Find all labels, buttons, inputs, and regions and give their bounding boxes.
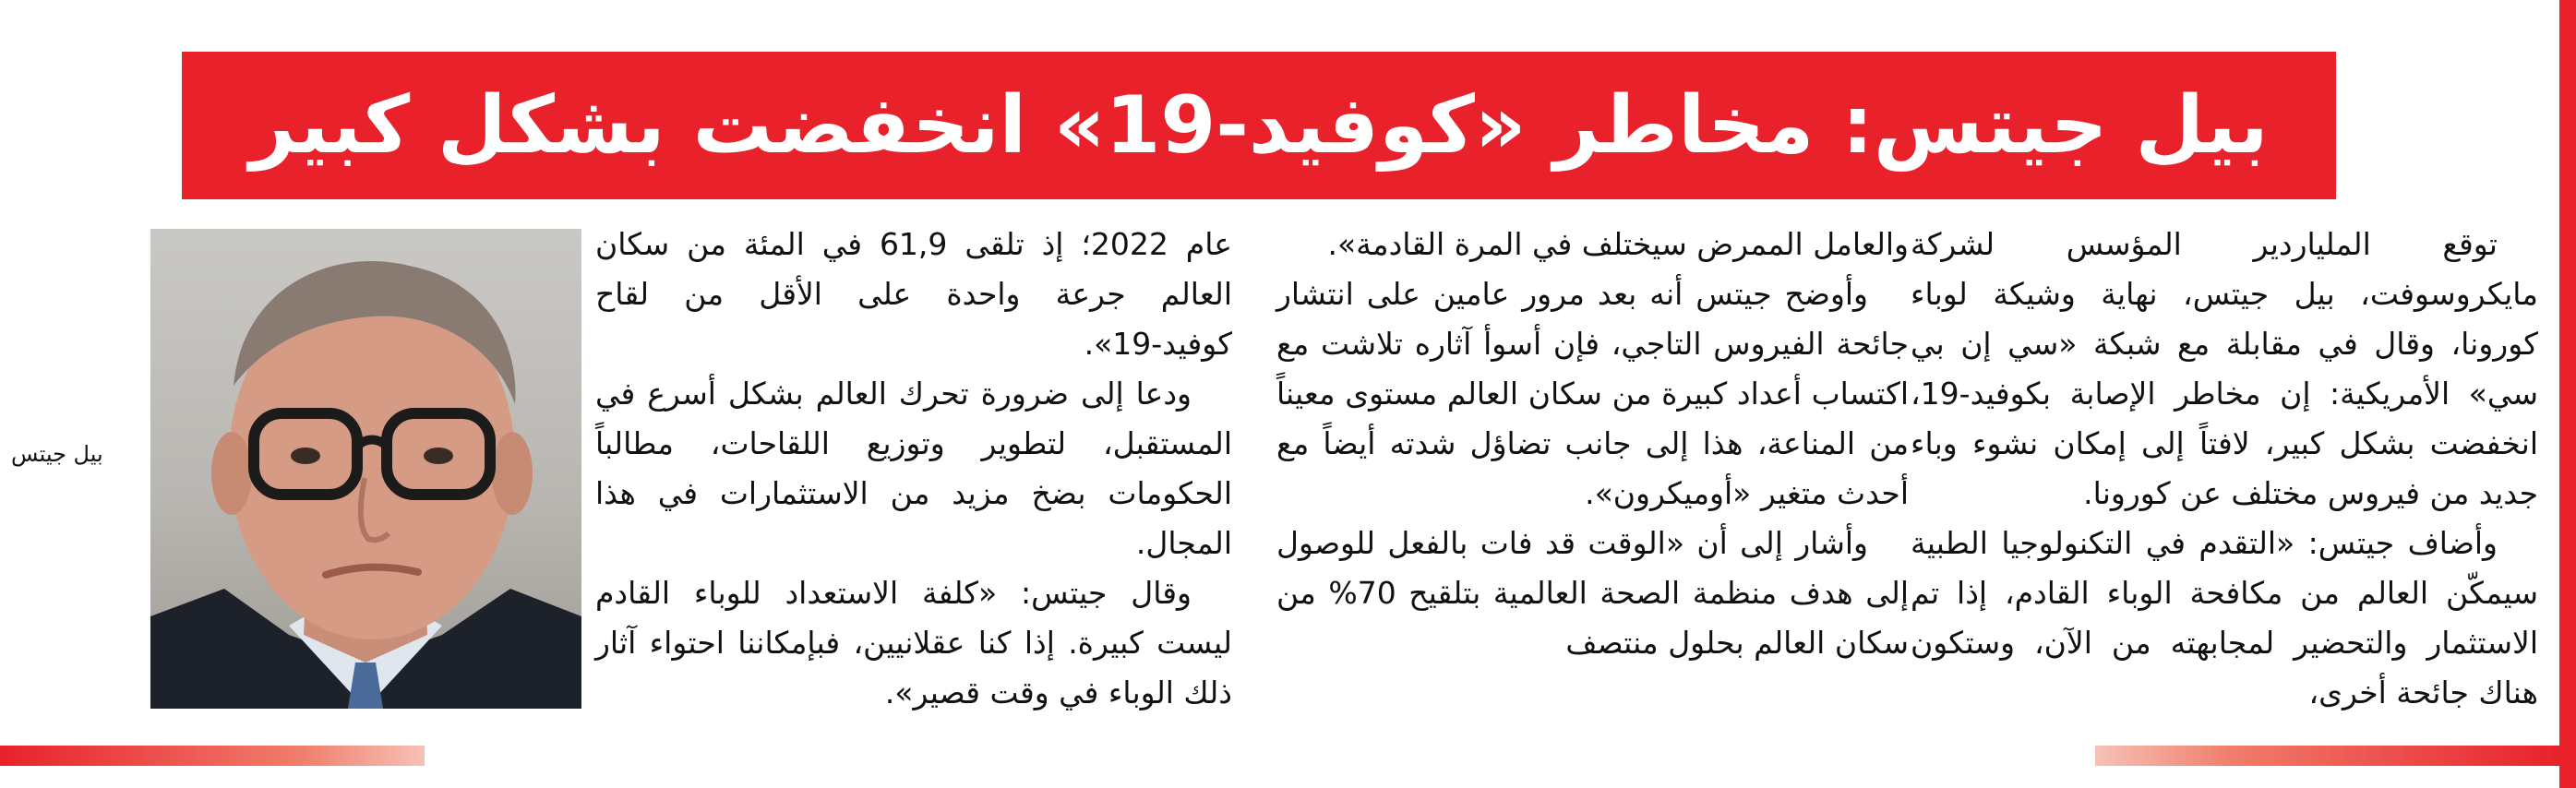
article-column-1 — [1911, 220, 2538, 718]
paragraph: ودعا إلى ضرورة تحرك العالم بشكل أسرع في المستقبل، لتطوير وتوزيع اللقاحات، مطالباً الحكومات بضخ مزيد من الاستثمارات في هذا المجال. — [595, 376, 1232, 561]
paragraph: وأوضح جيتس أنه بعد مرور عامين على انتشار جائحة الفيروس التاجي، فإن أسوأ آثاره تلاشت مع اكتساب أعداد كبيرة من سكان العالم مستوى معيناً من المناعة، هذا إلى جانب تضاؤل شدته أيضاً مع أحدث متغير «أوميكرون». — [1276, 276, 1909, 511]
article-headline: بيل جيتس: مخاطر «كوفيد-19» انخفضت بشكل كبير — [249, 79, 2269, 172]
photo-caption: بيل جيتس — [11, 441, 103, 467]
portrait-illustration — [150, 229, 581, 709]
bottom-accent-line — [0, 746, 425, 766]
paragraph: وقال جيتس: «كلفة الاستعداد للوباء القادم ليست كبيرة. إذا كنا عقلانيين، فبإمكاننا احتواء آثار ذلك الوباء في وقت قصير». — [595, 575, 1232, 710]
portrait-photo — [150, 229, 581, 709]
paragraph: توقع الملياردير المؤسس لشركة مايكروسوفت، بيل جيتس، نهاية وشيكة لوباء كورونا، وقال في مقابلة مع شبكة «سي إن بي سي» الأمريكية: إن مخاطر الإصابة بكوفيد-19، انخفضت بشكل كبير، لافتاً إلى إمكان نشوء وباء جديد من فيروس مختلف عن كورونا. — [1911, 226, 2538, 511]
paragraph: والعامل الممرض سيختلف في المرة القادمة». — [1327, 226, 1909, 262]
article-column-3 — [595, 220, 1232, 718]
paragraph: وأضاف جيتس: «التقدم في التكنولوجيا الطبية سيمكّن العالم من مكافحة الوباء القادم، إذا تم الاستثمار والتحضير لمجابهته من الآن، وستكون هناك جائحة أخرى، — [1911, 525, 2538, 710]
headline-banner — [182, 52, 2336, 199]
paragraph: وأشار إلى أن «الوقت قد فات بالفعل للوصول إلى هدف منظمة الصحة العالمية بتلقيح 70% من سكان العالم بحلول منتصف — [1276, 525, 1909, 661]
paragraph: عام 2022؛ إذ تلقى 61,9 في المئة من سكان العالم جرعة واحدة على الأقل من لقاح كوفيد-19». — [595, 226, 1232, 362]
article-column-2 — [1276, 220, 1909, 668]
page-edge-stripe — [2559, 0, 2576, 788]
bottom-accent-line — [2095, 746, 2559, 766]
